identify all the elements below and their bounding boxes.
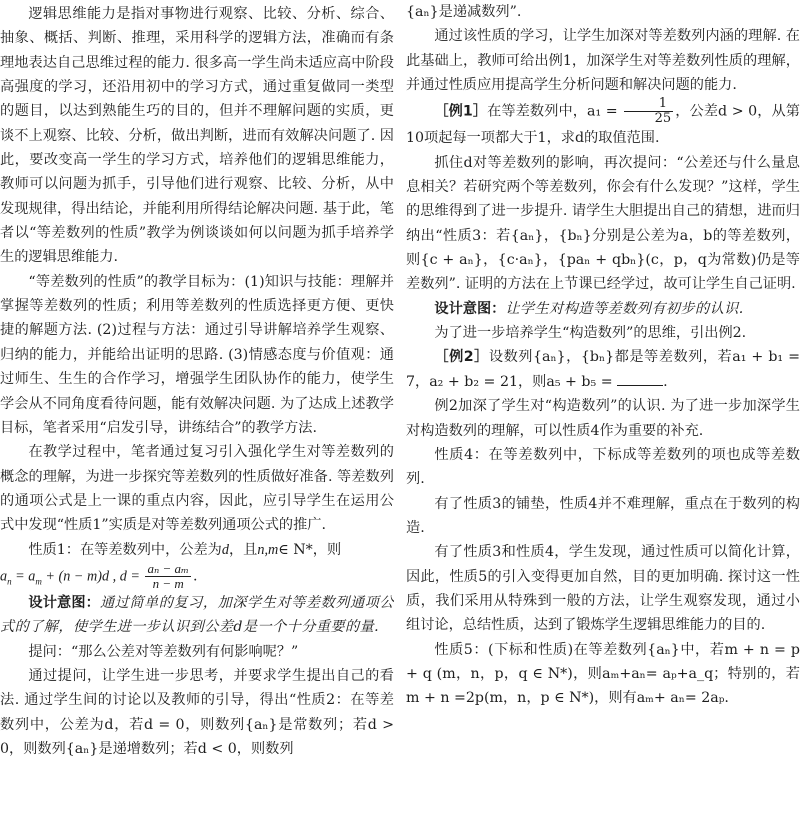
difference-fraction: $\frac{\text{aₙ − aₘ}}{n - m}$ (147, 560, 189, 591)
paragraph-property-4-note: 有了性质3的铺垫，性质4并不难理解，重点在于数列的构造. (406, 495, 800, 536)
property-3-paragraph: 抓住d对等差数列的影响，再次提问：“公差还与什么量息息相关？若研究两个等差数列，你会有什么发现？”这样，学生的思维得到了进一步提升. 请学生大胆提出自己的猜想，进而归纳出“性质3：若{aₙ}，{bₙ}分别是公差为a，b的等差数列，则{c + aₙ}，{c·aₙ}，{paₙ + qbₙ}(c，p，q为常数)仍是等差数列”. 证明的方法在上节课已经学过，故可让学生自己证明. (406, 154, 800, 293)
paragraph-example-1-intro: 通过该性质的学习，让学生加深对等差数列内涵的理解. 在此基础上，教师可给出例1，加深学生对等差数列性质的理解，并通过性质应用提高学生分析问题和解决问题的能力. (406, 28, 800, 94)
property-1-formula: $a_n = a_m + (n - m)d$ , d = $\frac{\text{aₙ − aₘ}}{n - m}$ . (0, 560, 198, 591)
paragraph-example-2-comment: 例2加深了学生对“构造数列”的认识. 为了进一步加深学生对构造数列的理解，可以性质4作为重要的补充. (406, 398, 800, 439)
paragraph-teaching-process: 在教学过程中，笔者通过复习引入强化学生对等差数列的概念的理解，为进一步探究等差数列的性质做好准备. 等差数列的通项公式是上一课的重点内容，因此，应引导学生在运用公式中发现“性质1”实质是对等差数列通项公式的推广. (0, 444, 394, 534)
design-intent-1: 设计意图：通过简单的复习，加深学生对等差数列通项公式的了解，使学生进一步认识到公差d是一个十分重要的量. (0, 594, 394, 636)
right-column (406, 0, 800, 833)
paragraph-teaching-goals: “等差数列的性质”的教学目标为：(1)知识与技能：理解并掌握等差数列的性质；利用等差数列的性质选择更方便、更快捷的解题方法. (2)过程与方法：通过引导讲解培养学生观察、归纳的能力，并能给出证明的思路. (3)情感态度与价值观：通过师生、生生的合作学习，增强学生团队协作的能力，使学生学会从不同角度看待问题，能有效解决问题. 为了达成上述教学目标，笔者采用“启发引导，讲练结合”的教学方法. (0, 273, 394, 436)
example-2: ［例2］设数列{aₙ}，{bₙ}都是等差数列，若a₁ + b₁ = 7，a₂ + b₂ = 21，则a₅ + b₅ = . (406, 349, 800, 390)
property-5-statement: 性质5：(下标和性质)在等差数列{aₙ}中，若m + n = p + q (m，n，p，q ∈ N*)，则aₘ+aₙ= aₚ+a_q；特别的，若m + n =2p(m，n，p ∈ N*)，则有aₘ+ aₙ= 2aₚ. (406, 641, 800, 707)
a1-fraction: $\frac{1}{25}$ (624, 97, 673, 126)
property-1-statement: 性质1：在等差数列中，公差为d，且n,m∈ N*，则 (28, 541, 342, 558)
answer-blank (617, 373, 663, 386)
example-1: ［例1］在等差数列中，a₁ = $\frac{1}{25}$ ，公差d > 0，从第10项起每一项都大于1，求d的取值范围. (406, 96, 800, 147)
paragraph-property-5-intro: 有了性质3和性质4，学生发现，通过性质可以简化计算，因此，性质5的引入变得更加自然，目的更加明确. 探讨这一性质，我们采用从特殊到一般的方法，让学生观察发现，通过小组讨论，总结性质，达到了锻炼学生逻辑思维能力的目的. (406, 544, 800, 634)
paragraph-intro: 逻辑思维能力是指对事物进行观察、比较、分析、综合、抽象、概括、判断、推理，采用科学的逻辑方法，准确而有条理地表达自己思维过程的能力. 很多高一学生尚未适应高中阶段高强度的学习，还沿用初中的学习方式，通过重复做同一类型的题目，以达到熟能生巧的目的，但并不理解问题的实质，更谈不上观察、比较、分析，做出判断，进而有效解决问题了. 因此，要改变高一学生的学习方式，培养他们的逻辑思维能力，教师可以问题为抓手，引导他们进行观察、比较、分析，从中发现规律，得出结论，并能利用所得结论解决问题. 基于此，笔者以“等差数列的性质”教学为例谈谈如何以问题为抓手培养学生的逻辑思维能力. (0, 6, 394, 266)
design-intent-2: 设计意图：让学生对构造等差数列有初步的认识. (434, 300, 744, 317)
paragraph-example-2-intro: 为了进一步培养学生“构造数列”的思维，引出例2. (434, 325, 747, 342)
property-4-statement: 性质4：在等差数列中，下标成等差数列的项也成等差数列. (406, 446, 800, 488)
left-column (0, 0, 394, 833)
property-2-ending: {aₙ}是递减数列”. (406, 4, 522, 20)
property-2-paragraph: 通过提问，让学生进一步思考，并要求学生提出自己的看法. 通过学生间的讨论以及教师的引导，得出“性质2：在等差数列中，公差为d，若d = 0，则数列{aₙ}是常数列；若d > 0，则数列{aₙ}是递增数列；若d < 0，则数列 (0, 667, 394, 757)
question-paragraph: 提问：“那么公差对等差数列有何影响呢？” (28, 643, 299, 660)
